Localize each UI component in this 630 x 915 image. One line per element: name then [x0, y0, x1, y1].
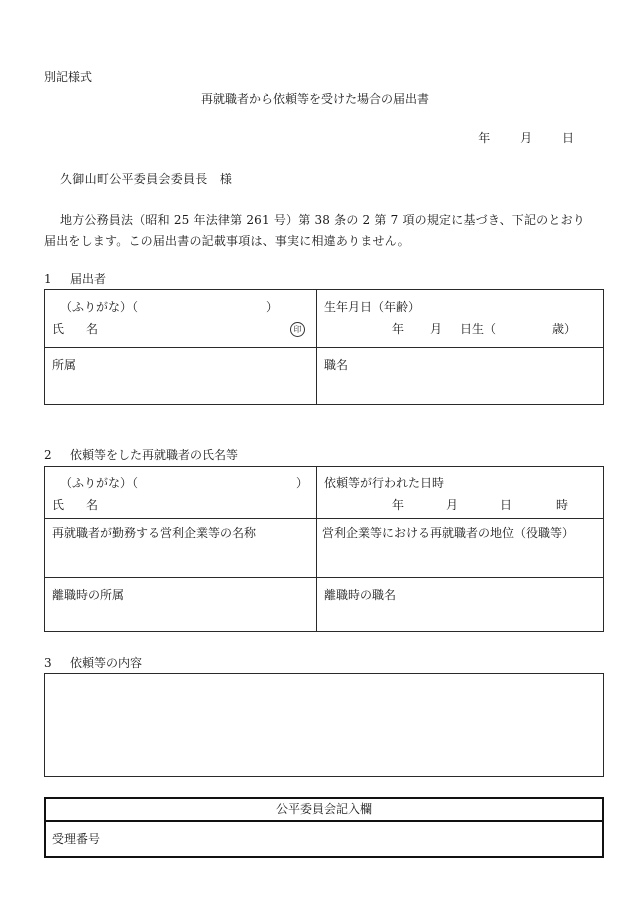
- date-year-label: 年: [478, 131, 491, 145]
- s1-birth-year: 年: [392, 322, 405, 336]
- section2-heading: [44, 448, 238, 463]
- s2-name-label-2: 名: [86, 498, 99, 512]
- section3-heading: [44, 656, 142, 671]
- s2-name-label-1: 氏: [52, 498, 65, 512]
- date-month-label: 月: [520, 131, 533, 145]
- s2-datetime-label: 依頼等が行われた日時: [324, 476, 445, 490]
- s1-birth-day: 日生（: [460, 322, 497, 336]
- s1-name-label-1: 氏: [52, 322, 65, 336]
- s2-employer-position-label: 営利企業等における再就職者の地位（役職等）: [322, 526, 575, 540]
- section2-divider-v: [316, 466, 317, 632]
- s2-dt-month: 月: [446, 498, 459, 512]
- committee-divider: [44, 820, 604, 822]
- s2-dt-day: 日: [500, 498, 513, 512]
- s2-retire-position-label: 離職時の職名: [324, 588, 397, 602]
- section2-divider-h1: [44, 518, 604, 519]
- s1-affiliation-label: 所属: [52, 358, 77, 372]
- s1-birth-month: 月: [430, 322, 443, 336]
- s2-dt-hour: 時: [556, 498, 569, 512]
- s2-dt-year: 年: [392, 498, 405, 512]
- recipient: 久御山町公平委員会委員長 様: [60, 172, 233, 186]
- s1-age: 歳）: [552, 322, 577, 336]
- declaration-text: 地方公務員法（昭和 25 年法律第 261 号）第 38 条の 2 第 7 項の規定に基づき、下記のとおり届出をします。この届出書の記載事項は、事実に相違ありません。: [44, 213, 585, 248]
- s2-retire-affiliation-label: 離職時の所属: [52, 588, 125, 602]
- s2-employer-label: 再就職者が勤務する営利企業等の名称: [52, 526, 257, 540]
- receipt-number-label: 受理番号: [52, 832, 101, 846]
- section2-title: 依頼等をした再就職者の氏名等: [70, 448, 239, 462]
- s1-furigana-label: （ふりがな）（: [60, 300, 139, 314]
- section1-heading: [44, 272, 106, 287]
- section3-content-box[interactable]: [44, 673, 604, 777]
- section1-number: 1: [44, 272, 52, 286]
- date-line: [452, 131, 574, 146]
- seal-icon: 印: [290, 322, 305, 337]
- section3-title: 依頼等の内容: [70, 656, 143, 670]
- section1-title: 届出者: [70, 272, 107, 286]
- date-day-label: 日: [561, 131, 574, 145]
- section3-number: 3: [44, 656, 52, 670]
- section2-divider-h2: [44, 577, 604, 578]
- s1-furigana-close[interactable]: ）: [266, 300, 279, 314]
- section1-divider-h: [44, 347, 604, 348]
- s1-birthdate-label: 生年月日（年齢）: [324, 300, 421, 314]
- s1-name-label-2: 名: [86, 322, 99, 336]
- s1-position-label: 職名: [324, 358, 349, 372]
- document-title: 再就職者から依頼等を受けた場合の届出書: [200, 92, 429, 106]
- s2-furigana-close: ）: [296, 476, 309, 490]
- section2-number: 2: [44, 448, 52, 462]
- committee-heading: 公平委員会記入欄: [275, 802, 372, 816]
- s2-furigana-label: （ふりがな）（: [60, 476, 139, 490]
- form-label: 別記様式: [44, 70, 93, 84]
